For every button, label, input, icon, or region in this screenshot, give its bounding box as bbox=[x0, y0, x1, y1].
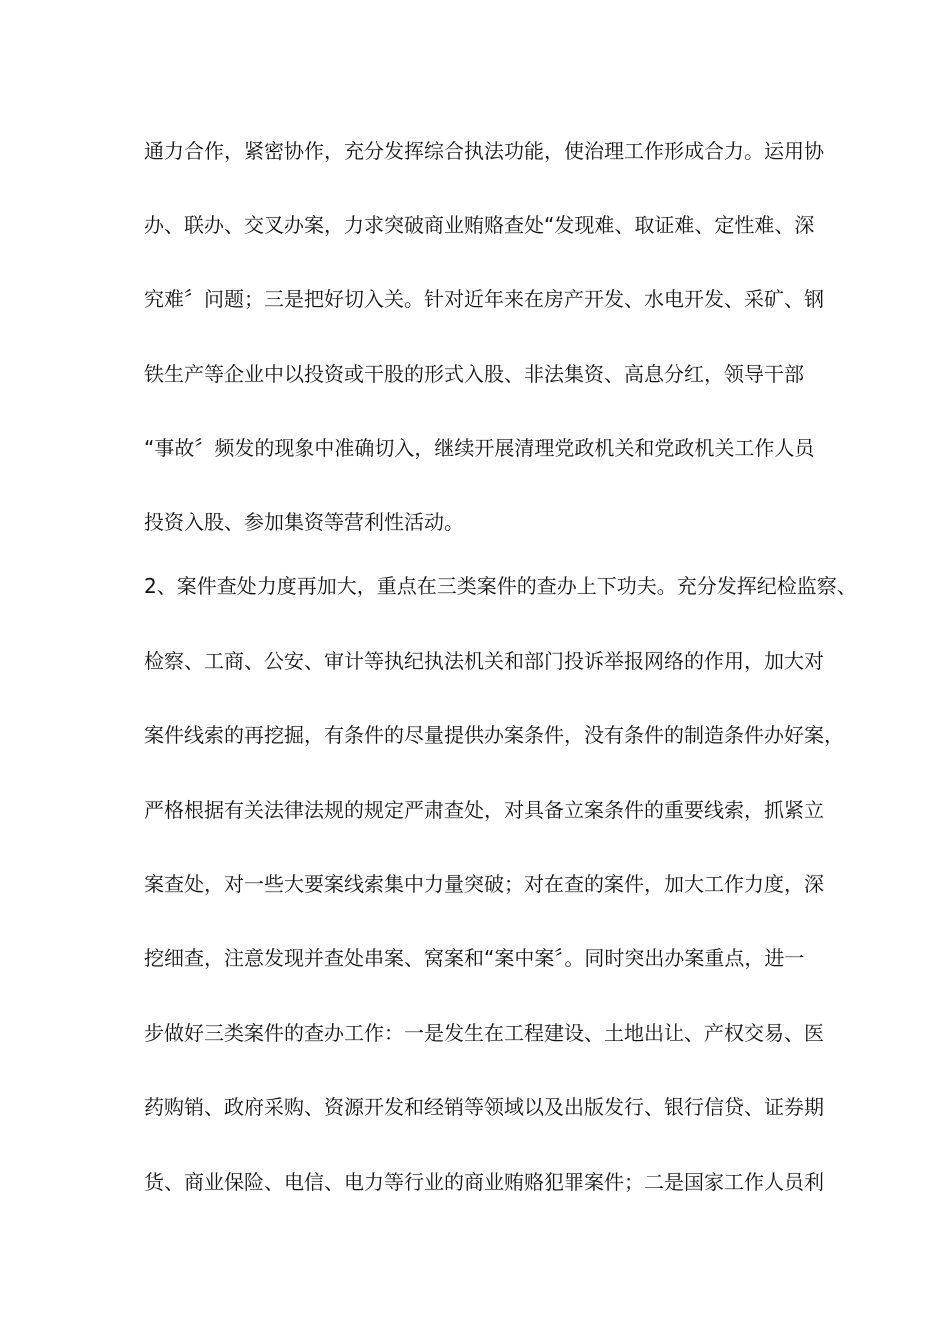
text-line-10: 严格根据有关法律法规的规定严肃查处，对具备立案条件的重要线索，抓紧立 bbox=[144, 798, 824, 822]
text-line-9: 案件线索的再挖掘，有条件的尽量提供办案条件，没有条件的制造条件办好案， bbox=[144, 723, 844, 747]
text-line-13: 步做好三类案件的查办工作：一是发生在工程建设、土地出让、产权交易、医 bbox=[144, 1021, 824, 1045]
text-line-2: 办、联办、交叉办案，力求突破商业贿赂查处“发现难、取证难、定性难、深 bbox=[144, 213, 815, 237]
text-line-4: 铁生产等企业中以投资或干股的形式入股、非法集资、高息分红，领导干部 bbox=[144, 362, 804, 386]
text-line-6: 投资入股、参加集资等营利性活动。 bbox=[144, 510, 464, 534]
text-line-14: 药购销、政府采购、资源开发和经销等领域以及出版发行、银行信贷、证券期 bbox=[144, 1095, 824, 1119]
text-line-12: 挖细查，注意发现并查处串案、窝案和“案中案〞。同时突出办案重点，进一 bbox=[144, 946, 805, 970]
text-line-11: 案查处，对一些大要案线索集中力量突破；对在查的案件，加大工作力度，深 bbox=[144, 872, 824, 896]
text-line-7: 2、案件查处力度再加大，重点在三类案件的查办上下功夫。充分发挥纪检监察、 bbox=[144, 574, 857, 598]
text-line-5: “事故〞频发的现象中准确切入，继续开展清理党政机关和党政机关工作人员 bbox=[144, 436, 815, 460]
text-line-1: 通力合作，紧密协作，充分发挥综合执法功能，使治理工作形成合力。运用协 bbox=[144, 139, 824, 163]
text-line-3: 究难〞问题；三是把好切入关。针对近年来在房产开发、水电开发、采矿、钢 bbox=[144, 287, 824, 311]
text-line-8: 检察、工商、公安、审计等执纪执法机关和部门投诉举报网络的作用，加大对 bbox=[144, 649, 824, 673]
text-line-15: 货、商业保险、电信、电力等行业的商业贿赂犯罪案件；二是国家工作人员利 bbox=[144, 1170, 824, 1194]
